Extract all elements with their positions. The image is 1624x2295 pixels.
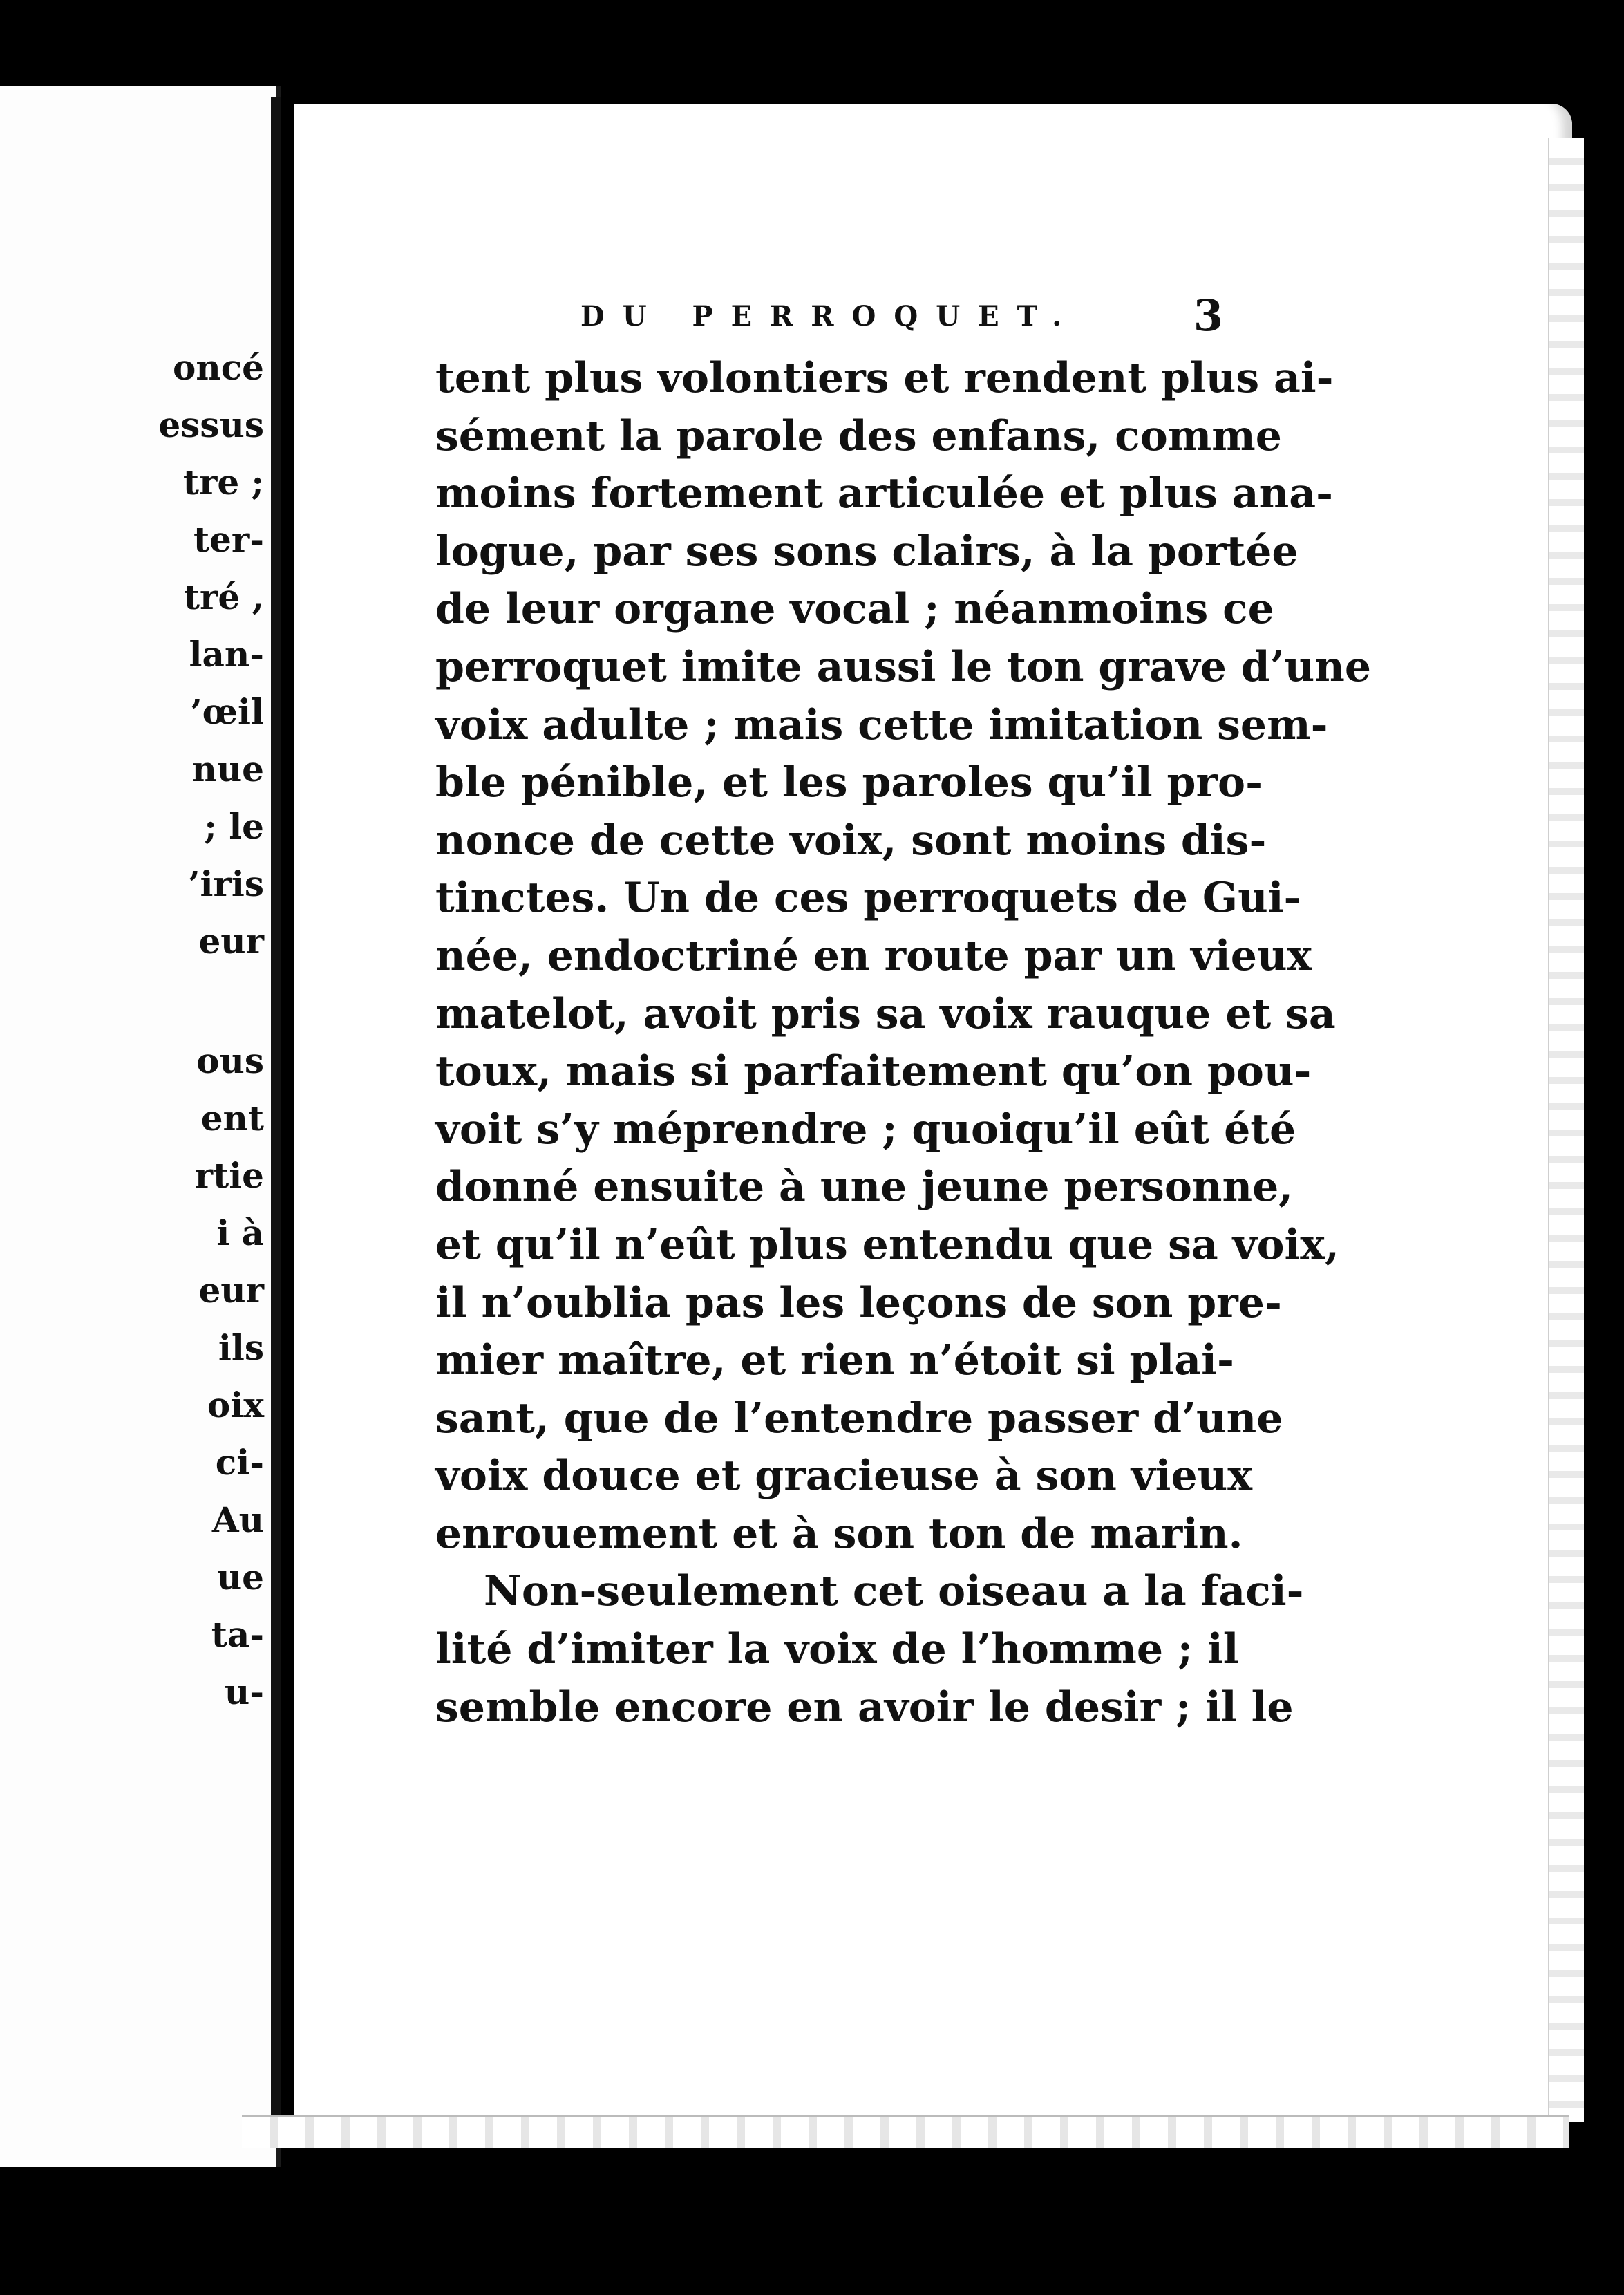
left-page-text-fragments xyxy=(158,339,264,1721)
left-fragment: rtie xyxy=(194,1155,264,1196)
left-fragment: ’œil xyxy=(190,691,264,732)
text-line: logue, par ses sons clairs, à la portée xyxy=(435,527,1299,576)
text-line: née, endoctriné en route par un vieux xyxy=(435,931,1312,980)
left-fragment: oncé xyxy=(173,347,264,388)
page-bottom-edge xyxy=(242,2115,1569,2148)
book-gutter xyxy=(271,97,281,2115)
left-fragment: ue xyxy=(216,1557,264,1598)
text-line: voix douce et gracieuse à son vieux xyxy=(435,1452,1253,1501)
left-facing-page xyxy=(0,86,281,2167)
running-header xyxy=(435,290,1223,350)
text-line: mier maître, et rien n’étoit si plai- xyxy=(435,1336,1234,1385)
text-line: et qu’il n’eût plus entendu que sa voix, xyxy=(435,1220,1339,1269)
left-fragment: ci- xyxy=(215,1442,264,1483)
text-line: sément la parole des enfans, comme xyxy=(435,411,1282,460)
left-fragment: ous xyxy=(196,1040,264,1081)
left-fragment: ils xyxy=(218,1327,264,1368)
left-fragment: u- xyxy=(224,1671,264,1712)
text-line: ble pénible, et les paroles qu’il pro- xyxy=(435,758,1263,807)
text-line: nonce de cette voix, sont moins dis- xyxy=(435,816,1267,865)
page-number: 3 xyxy=(1193,290,1223,341)
left-fragment: tré , xyxy=(183,577,264,617)
text-line: perroquet imite aussi le ton grave d’une xyxy=(435,642,1372,691)
left-fragment: nue xyxy=(191,749,264,789)
running-title: DU PERROQUET. xyxy=(580,300,1080,332)
left-fragment: Au xyxy=(211,1499,264,1540)
text-line: voix adulte ; mais cette imitation sem- xyxy=(435,700,1328,749)
left-fragment: eur xyxy=(198,1270,264,1311)
text-line: de leur organe vocal ; néanmoins ce xyxy=(435,585,1274,634)
text-line: il n’oublia pas les leçons de son pre- xyxy=(435,1278,1282,1327)
left-fragment: oix xyxy=(207,1385,264,1425)
text-line: enrouement et à son ton de marin. xyxy=(435,1509,1243,1558)
text-line: tinctes. Un de ces perroquets de Gui- xyxy=(435,874,1301,923)
left-fragment: eur xyxy=(198,921,264,962)
body-text xyxy=(435,350,1372,1736)
text-line: tent plus volontiers et rendent plus ai- xyxy=(435,354,1334,402)
left-fragment: ent xyxy=(200,1098,264,1139)
page-stack-edge xyxy=(1548,138,1584,2122)
left-fragment: ta- xyxy=(211,1614,264,1655)
text-line: matelot, avoit pris sa voix rauque et sa xyxy=(435,989,1336,1038)
left-fragment: i à xyxy=(216,1212,264,1253)
left-fragment: tre ; xyxy=(182,462,264,503)
left-fragment: essus xyxy=(158,404,264,445)
text-line: Non-seulement cet oiseau a la faci- xyxy=(484,1567,1304,1616)
left-fragment: ter- xyxy=(193,519,264,560)
text-line: sant, que de l’entendre passer d’une xyxy=(435,1394,1283,1443)
text-line: donné ensuite à une jeune personne, xyxy=(435,1163,1294,1212)
text-line: moins fortement articulée et plus ana- xyxy=(435,469,1334,518)
left-fragment: lan- xyxy=(189,634,264,675)
paragraph-gap xyxy=(158,970,264,1032)
page-text-block xyxy=(435,290,1372,1736)
left-fragment: ; le xyxy=(204,806,264,847)
text-line: semble encore en avoir le desir ; il le xyxy=(435,1683,1294,1732)
left-fragment: ’iris xyxy=(188,863,264,904)
text-line: toux, mais si parfaitement qu’on pou- xyxy=(435,1047,1312,1096)
text-line: voit s’y méprendre ; quoiqu’il eût été xyxy=(435,1105,1296,1154)
text-line: lité d’imiter la voix de l’homme ; il xyxy=(435,1625,1239,1674)
